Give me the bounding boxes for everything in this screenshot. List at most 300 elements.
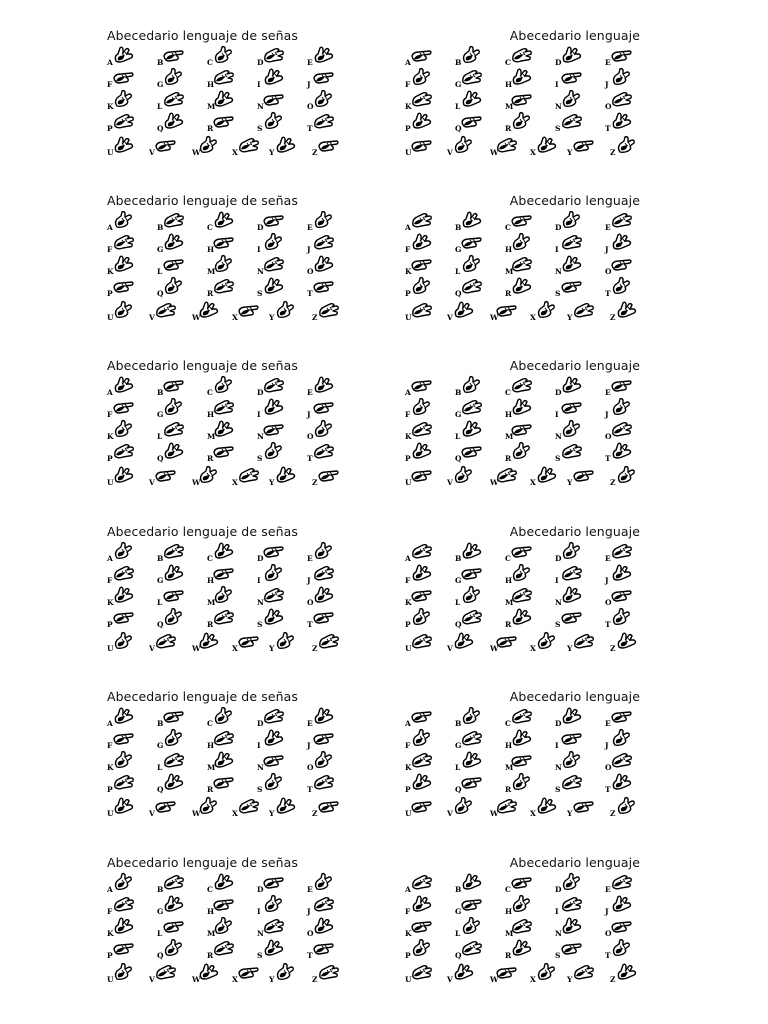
hand-sign-icon: [213, 707, 235, 725]
sign-l: [157, 420, 187, 440]
hand-sign-icon: [461, 873, 483, 891]
sign-letter-label: R: [207, 289, 214, 298]
sign-r: [207, 277, 237, 297]
card-title: Abecedario lenguaje de señas: [107, 358, 299, 373]
hand-sign-icon: [611, 376, 633, 394]
sign-d: [257, 707, 287, 727]
sign-letter-label: Z: [312, 148, 318, 157]
sign-letter-label: D: [555, 885, 562, 894]
sign-e: [605, 211, 635, 231]
hand-sign-icon: [198, 466, 220, 484]
sign-d: [257, 542, 287, 562]
hand-sign-icon: [263, 542, 285, 560]
sign-p: [107, 939, 137, 959]
sign-c: [207, 211, 237, 231]
sign-alphabet-chart: [107, 873, 342, 985]
sign-v: [447, 466, 477, 486]
hand-sign-icon: [163, 542, 185, 560]
sign-x: [232, 136, 262, 156]
sign-letter-label: R: [207, 620, 214, 629]
sign-letter-label: O: [605, 267, 612, 276]
sign-letter-label: I: [555, 80, 559, 89]
sign-letter-label: X: [530, 478, 536, 487]
hand-sign-icon: [155, 136, 177, 154]
sign-t: [605, 608, 635, 628]
sign-letter-label: S: [555, 951, 561, 960]
hand-sign-icon: [511, 895, 533, 913]
sign-letter-label: R: [505, 951, 512, 960]
sign-letter-label: K: [405, 432, 412, 441]
sign-y: [269, 963, 299, 983]
sign-x: [530, 136, 560, 156]
sign-v: [149, 301, 179, 321]
sign-letter-label: H: [207, 80, 215, 89]
sign-a: [405, 376, 435, 396]
sign-letter-label: B: [455, 554, 462, 563]
sign-letter-label: J: [307, 907, 311, 916]
sign-alphabet-chart: [107, 542, 342, 654]
sign-j: [307, 398, 337, 418]
hand-sign-icon: [461, 255, 483, 273]
hand-sign-icon: [313, 707, 335, 725]
sign-z: [610, 963, 640, 983]
sign-k: [107, 255, 137, 275]
hand-sign-icon: [561, 442, 583, 460]
sign-letter-label: G: [455, 741, 462, 750]
hand-sign-icon: [263, 707, 285, 725]
sign-letter-label: J: [605, 741, 609, 750]
hand-sign-icon: [461, 442, 483, 460]
sign-q: [455, 277, 485, 297]
sign-v: [447, 136, 477, 156]
sign-letter-label: I: [555, 907, 559, 916]
sign-q: [157, 277, 187, 297]
hand-sign-icon: [318, 963, 340, 981]
hand-sign-icon: [561, 420, 583, 438]
sign-letter-label: Y: [567, 809, 573, 818]
hand-sign-icon: [411, 211, 433, 229]
sign-k: [107, 751, 137, 771]
sign-s: [555, 442, 585, 462]
sign-letter-label: K: [405, 102, 412, 111]
sign-letter-label: D: [257, 388, 264, 397]
hand-sign-icon: [536, 136, 558, 154]
hand-sign-icon: [163, 917, 185, 935]
sign-z: [610, 301, 640, 321]
sign-letter-label: B: [455, 223, 462, 232]
sign-letter-label: X: [232, 975, 238, 984]
sign-letter-label: T: [605, 620, 611, 629]
sign-letter-label: W: [192, 644, 201, 653]
sign-letter-label: M: [207, 267, 216, 276]
hand-sign-icon: [511, 729, 533, 747]
sign-letter-label: D: [257, 58, 264, 67]
sign-letter-label: Y: [567, 478, 573, 487]
hand-sign-icon: [313, 939, 335, 957]
sign-p: [405, 608, 435, 628]
sign-s: [555, 277, 585, 297]
hand-sign-icon: [213, 112, 235, 130]
sign-w: [192, 301, 222, 321]
hand-sign-icon: [511, 564, 533, 582]
sign-letter-label: C: [505, 223, 511, 232]
hand-sign-icon: [611, 751, 633, 769]
hand-sign-icon: [198, 301, 220, 319]
sign-letter-label: F: [405, 410, 411, 419]
sign-letter-label: J: [307, 245, 311, 254]
sign-alphabet-chart: [405, 46, 640, 158]
sign-letter-label: T: [307, 454, 313, 463]
hand-sign-icon: [263, 277, 285, 295]
hand-sign-icon: [561, 773, 583, 791]
hand-sign-icon: [411, 466, 433, 484]
hand-sign-icon: [611, 586, 633, 604]
sign-letter-label: C: [505, 58, 511, 67]
sign-l: [455, 255, 485, 275]
hand-sign-icon: [198, 136, 220, 154]
sign-letter-label: Z: [312, 313, 318, 322]
hand-sign-icon: [263, 233, 285, 251]
sign-letter-label: F: [107, 907, 113, 916]
hand-sign-icon: [313, 420, 335, 438]
sign-letter-label: U: [107, 644, 114, 653]
sign-d: [555, 211, 585, 231]
sign-q: [455, 939, 485, 959]
hand-sign-icon: [263, 211, 285, 229]
sign-letter-label: W: [490, 313, 499, 322]
sign-letter-label: F: [405, 245, 411, 254]
sign-b: [455, 376, 485, 396]
sign-alphabet-chart: [107, 211, 342, 323]
sign-b: [157, 211, 187, 231]
sign-letter-label: W: [490, 644, 499, 653]
sign-letter-label: A: [405, 719, 411, 728]
sign-letter-label: J: [307, 576, 311, 585]
sign-m: [505, 917, 535, 937]
hand-sign-icon: [561, 112, 583, 130]
hand-sign-icon: [561, 277, 583, 295]
sign-letter-label: K: [405, 929, 412, 938]
sign-letter-label: S: [257, 951, 263, 960]
hand-sign-icon: [611, 420, 633, 438]
sign-o: [605, 90, 635, 110]
sign-p: [107, 773, 137, 793]
hand-sign-icon: [461, 68, 483, 86]
hand-sign-icon: [113, 466, 135, 484]
sign-z: [610, 797, 640, 817]
sign-letter-label: V: [149, 975, 155, 984]
sign-letter-label: M: [505, 432, 514, 441]
sign-letter-label: S: [555, 289, 561, 298]
sign-u: [405, 963, 435, 983]
sign-a: [107, 376, 137, 396]
sign-letter-label: V: [447, 809, 453, 818]
sign-p: [405, 939, 435, 959]
sign-t: [307, 112, 337, 132]
hand-sign-icon: [536, 632, 558, 650]
hand-sign-icon: [561, 542, 583, 560]
card-title: Abecedario lenguaje: [509, 524, 640, 539]
sign-letter-label: O: [605, 598, 612, 607]
hand-sign-icon: [411, 608, 433, 626]
sign-letter-label: C: [207, 885, 213, 894]
sign-d: [257, 376, 287, 396]
hand-sign-icon: [453, 797, 475, 815]
sign-letter-label: Z: [610, 148, 616, 157]
hand-sign-icon: [213, 542, 235, 560]
sign-letter-label: D: [257, 223, 264, 232]
hand-sign-icon: [113, 963, 135, 981]
sign-letter-label: K: [405, 267, 412, 276]
sign-letter-label: N: [257, 929, 264, 938]
sign-l: [157, 586, 187, 606]
sign-letter-label: R: [505, 785, 512, 794]
sign-b: [157, 873, 187, 893]
sign-letter-label: D: [555, 719, 562, 728]
sign-e: [307, 211, 337, 231]
sign-w: [490, 632, 520, 652]
sign-g: [157, 895, 187, 915]
hand-sign-icon: [411, 420, 433, 438]
sign-k: [107, 420, 137, 440]
alphabet-card: [350, 193, 640, 343]
hand-sign-icon: [411, 376, 433, 394]
sign-i: [257, 68, 287, 88]
hand-sign-icon: [461, 420, 483, 438]
hand-sign-icon: [411, 90, 433, 108]
sign-e: [307, 542, 337, 562]
hand-sign-icon: [313, 112, 335, 130]
hand-sign-icon: [616, 797, 638, 815]
hand-sign-icon: [263, 68, 285, 86]
sign-letter-label: W: [490, 975, 499, 984]
sign-l: [455, 420, 485, 440]
sign-i: [555, 564, 585, 584]
sign-m: [207, 586, 237, 606]
sign-q: [157, 773, 187, 793]
sign-alphabet-chart: [405, 707, 640, 819]
sign-letter-label: Z: [610, 644, 616, 653]
sign-t: [307, 939, 337, 959]
sign-letter-label: I: [555, 576, 559, 585]
sign-letter-label: M: [207, 929, 216, 938]
hand-sign-icon: [616, 963, 638, 981]
sign-a: [405, 46, 435, 66]
hand-sign-icon: [511, 608, 533, 626]
hand-sign-icon: [313, 255, 335, 273]
sign-b: [157, 707, 187, 727]
hand-sign-icon: [263, 939, 285, 957]
sign-d: [555, 542, 585, 562]
sign-letter-label: O: [605, 102, 612, 111]
sign-w: [192, 466, 222, 486]
hand-sign-icon: [611, 442, 633, 460]
sign-letter-label: E: [605, 554, 611, 563]
sign-letter-label: M: [207, 598, 216, 607]
hand-sign-icon: [318, 632, 340, 650]
hand-sign-icon: [163, 442, 185, 460]
hand-sign-icon: [313, 564, 335, 582]
sign-m: [207, 751, 237, 771]
sign-x: [530, 797, 560, 817]
sign-letter-label: J: [605, 410, 609, 419]
sign-e: [605, 542, 635, 562]
hand-sign-icon: [155, 632, 177, 650]
sign-letter-label: K: [107, 929, 114, 938]
sign-v: [149, 963, 179, 983]
sign-e: [605, 873, 635, 893]
sign-q: [157, 608, 187, 628]
sign-letter-label: A: [107, 223, 113, 232]
sign-letter-label: L: [455, 267, 461, 276]
hand-sign-icon: [155, 797, 177, 815]
sign-c: [505, 376, 535, 396]
sign-letter-label: G: [455, 245, 462, 254]
sign-n: [257, 917, 287, 937]
hand-sign-icon: [411, 233, 433, 251]
hand-sign-icon: [113, 729, 135, 747]
hand-sign-icon: [155, 963, 177, 981]
sign-l: [157, 917, 187, 937]
hand-sign-icon: [313, 398, 335, 416]
hand-sign-icon: [238, 301, 260, 319]
hand-sign-icon: [511, 917, 533, 935]
sign-letter-label: W: [192, 975, 201, 984]
card-title: Abecedario lenguaje: [509, 689, 640, 704]
sign-letter-label: B: [455, 388, 462, 397]
sign-h: [505, 564, 535, 584]
sign-t: [605, 939, 635, 959]
sign-q: [455, 442, 485, 462]
hand-sign-icon: [113, 939, 135, 957]
sign-g: [157, 398, 187, 418]
sign-letter-label: Q: [157, 124, 164, 133]
sign-s: [257, 608, 287, 628]
sign-j: [605, 233, 635, 253]
sign-letter-label: I: [257, 245, 261, 254]
hand-sign-icon: [511, 255, 533, 273]
sign-r: [505, 939, 535, 959]
sign-m: [505, 751, 535, 771]
hand-sign-icon: [113, 301, 135, 319]
sign-letter-label: X: [232, 809, 238, 818]
hand-sign-icon: [113, 542, 135, 560]
hand-sign-icon: [263, 751, 285, 769]
sign-letter-label: F: [107, 410, 113, 419]
sign-letter-label: G: [455, 576, 462, 585]
hand-sign-icon: [313, 376, 335, 394]
hand-sign-icon: [313, 277, 335, 295]
hand-sign-icon: [461, 112, 483, 130]
sign-i: [555, 233, 585, 253]
sign-f: [405, 233, 435, 253]
hand-sign-icon: [213, 376, 235, 394]
sign-letter-label: S: [555, 124, 561, 133]
sign-letter-label: R: [505, 124, 512, 133]
hand-sign-icon: [461, 211, 483, 229]
hand-sign-icon: [461, 376, 483, 394]
sign-o: [605, 917, 635, 937]
sign-k: [107, 586, 137, 606]
hand-sign-icon: [313, 46, 335, 64]
sign-letter-label: E: [307, 554, 313, 563]
sign-d: [555, 376, 585, 396]
sign-letter-label: I: [257, 80, 261, 89]
hand-sign-icon: [461, 773, 483, 791]
hand-sign-icon: [163, 729, 185, 747]
hand-sign-icon: [511, 773, 533, 791]
sign-a: [107, 873, 137, 893]
hand-sign-icon: [611, 917, 633, 935]
hand-sign-icon: [213, 873, 235, 891]
sign-k: [405, 751, 435, 771]
sign-s: [555, 608, 585, 628]
sign-x: [530, 963, 560, 983]
sign-o: [307, 90, 337, 110]
sign-letter-label: R: [207, 124, 214, 133]
card-title: Abecedario lenguaje de señas: [107, 524, 299, 539]
hand-sign-icon: [263, 608, 285, 626]
hand-sign-icon: [611, 112, 633, 130]
hand-sign-icon: [511, 277, 533, 295]
sign-z: [312, 963, 342, 983]
alphabet-card: [350, 28, 640, 178]
hand-sign-icon: [573, 466, 595, 484]
sign-p: [405, 773, 435, 793]
sign-i: [257, 564, 287, 584]
sign-letter-label: L: [157, 432, 163, 441]
sign-c: [505, 873, 535, 893]
hand-sign-icon: [113, 442, 135, 460]
hand-sign-icon: [461, 586, 483, 604]
hand-sign-icon: [113, 564, 135, 582]
sign-letter-label: M: [505, 598, 514, 607]
sign-letter-label: Z: [312, 975, 318, 984]
hand-sign-icon: [611, 211, 633, 229]
hand-sign-icon: [213, 398, 235, 416]
sign-letter-label: I: [257, 907, 261, 916]
hand-sign-icon: [163, 773, 185, 791]
sign-letter-label: E: [605, 58, 611, 67]
sign-letter-label: C: [505, 554, 511, 563]
sign-w: [192, 632, 222, 652]
hand-sign-icon: [113, 873, 135, 891]
sign-letter-label: O: [605, 763, 612, 772]
sign-l: [455, 751, 485, 771]
sign-a: [405, 542, 435, 562]
hand-sign-icon: [163, 233, 185, 251]
alphabet-card: [350, 689, 640, 839]
sign-letter-label: C: [207, 388, 213, 397]
sign-letter-label: C: [207, 554, 213, 563]
sign-letter-label: K: [405, 763, 412, 772]
sign-letter-label: M: [207, 763, 216, 772]
sign-letter-label: B: [157, 554, 164, 563]
hand-sign-icon: [573, 301, 595, 319]
hand-sign-icon: [155, 466, 177, 484]
sign-letter-label: Z: [312, 644, 318, 653]
hand-sign-icon: [313, 751, 335, 769]
sign-letter-label: V: [447, 148, 453, 157]
hand-sign-icon: [318, 136, 340, 154]
sign-w: [192, 797, 222, 817]
sign-o: [307, 255, 337, 275]
sign-b: [157, 542, 187, 562]
hand-sign-icon: [611, 773, 633, 791]
sign-letter-label: T: [605, 124, 611, 133]
sign-letter-label: Y: [269, 478, 275, 487]
sign-y: [269, 797, 299, 817]
